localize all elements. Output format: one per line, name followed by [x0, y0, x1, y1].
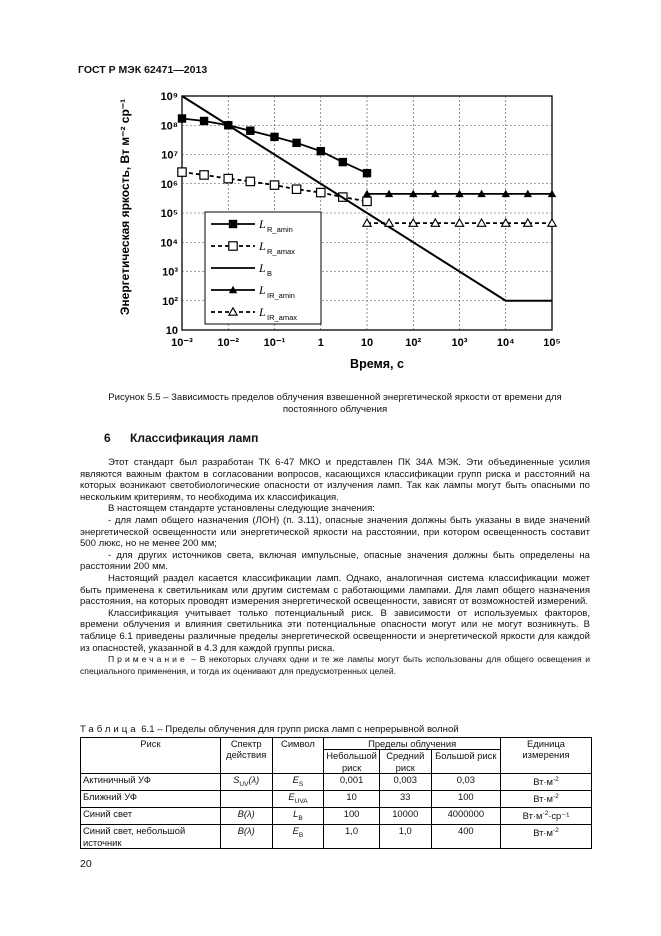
header-spectrum: Спектр действия	[220, 738, 272, 774]
table-header-row	[81, 738, 592, 750]
paragraph: Настоящий раздел касается классификации ламп. Однако, аналогичная система классификации может быть применена к светильникам или другим системам с работающими лампами. Для ламп общего назначения расстояния, на которых проводят измерения энергетической освещенности, зависят от возможностей измерений.	[80, 572, 590, 608]
cell-small: 0,001	[324, 773, 380, 790]
y-tick-label: 10²	[162, 295, 178, 308]
table-title-label: Таблица	[80, 724, 139, 735]
data-point	[317, 188, 325, 196]
table-title	[80, 724, 459, 735]
data-point	[363, 197, 371, 205]
x-axis-label: Время, с	[350, 357, 404, 371]
document-header: ГОСТ Р МЭК 62471—2013	[78, 64, 208, 76]
radiance-chart	[110, 86, 570, 382]
paragraph: Этот стандарт был разработан ТК 6-47 МКО и представлен ПК 34А МЭК. Эти объединенные усилия являются важным фактом в согласовании вопросов, касающихся классификации групп риска и расстояний на которых возникают светобиологические опасности от излучения ламп. Так как лампы могут быть опасными по нескольким критериям, то необходима их классификация.	[80, 457, 590, 503]
data-point	[339, 158, 347, 166]
series-L-IR_amax	[363, 219, 556, 226]
data-point	[224, 174, 232, 182]
table-title-text: 6.1 – Пределы облучения для групп риска ламп с непрерывной волной	[138, 724, 459, 735]
cell-spectrum: B(λ)	[220, 825, 272, 849]
x-tick-label: 10⁵	[543, 337, 561, 349]
data-point	[200, 171, 208, 179]
data-point	[455, 219, 463, 226]
y-tick-label: 10⁹	[160, 91, 178, 103]
section-title: Классификация ламп	[130, 431, 259, 445]
cell-unit: $Вт\cdot м^{-2}\cdot ср^{-1}$	[500, 808, 591, 825]
data-point	[178, 114, 186, 122]
header-large-risk: Большой риск	[431, 750, 500, 774]
note-text: – В некоторых случаях одни и те же лампы могут быть использованы для общего освещения и специального применения, и тогда их оценивают для предусмотренных целей.	[80, 654, 590, 676]
cell-spectrum: $S_{UV}(\lambda)$	[220, 773, 272, 790]
header-medium-risk: Средний риск	[379, 750, 431, 774]
table-row	[81, 825, 592, 849]
cell-unit: $Вт\cdot м^{-2}$	[500, 791, 591, 808]
data-point	[200, 117, 208, 125]
table-row	[81, 791, 592, 808]
legend-label: L	[259, 217, 266, 231]
x-tick-label: 10⁻³	[171, 337, 193, 349]
cell-symbol: $E_S$	[272, 773, 324, 790]
header-small-risk: Небольшой риск	[324, 750, 380, 774]
header-risk: Риск	[81, 738, 221, 774]
paragraph: Классификация учитывает только потенциальный риск. В зависимости от используемых факторов, времени облучения и влияния светильника эти потенциальные опасности могут или не могут возникнуть. В таблице 6.1 приведены различные пределы энергетической освещенности и энергетической яркости для каждой из опасностей, указанной в 4.3 для каждой группы риска.	[80, 607, 590, 654]
cell-symbol: $E_{UVA}$	[272, 791, 324, 808]
data-point	[246, 127, 254, 135]
section-heading	[104, 431, 258, 445]
legend-subscript: IR_amax	[267, 313, 298, 322]
data-point	[229, 220, 237, 228]
table-row	[81, 808, 592, 825]
x-tick-label: 10	[360, 337, 374, 349]
data-point	[385, 219, 393, 226]
cell-medium: 1,0	[379, 825, 431, 849]
legend-subscript: R_amin	[267, 225, 293, 234]
legend-subscript: IR_amin	[267, 291, 295, 300]
list-item: - для других источников света, включая импульсные, опасные значения должны быть определены на расстоянии 200 мм.	[80, 549, 590, 573]
cell-spectrum	[220, 791, 272, 808]
cell-small: 10	[324, 791, 380, 808]
header-limits: Пределы облучения	[324, 738, 501, 750]
series-L-IR_amin	[363, 190, 556, 197]
header-symbol: Символ	[272, 738, 324, 774]
x-tick-label: 10³	[451, 337, 468, 349]
y-tick-label: 10⁵	[160, 208, 178, 220]
cell-symbol: $L_B$	[272, 808, 324, 825]
data-point	[246, 177, 254, 185]
cell-large: 4000000	[431, 808, 500, 825]
note	[80, 654, 590, 677]
section-number: 6	[104, 431, 111, 445]
note-label: Примечание	[108, 654, 188, 665]
cell-medium: 10000	[379, 808, 431, 825]
y-tick-label: 10⁶	[160, 178, 178, 191]
cell-risk: Ближний УФ	[81, 791, 221, 808]
table-row	[81, 773, 592, 790]
cell-small: 1,0	[324, 825, 380, 849]
legend-label: L	[259, 239, 266, 253]
data-point	[363, 169, 371, 177]
section-body	[80, 457, 590, 677]
cell-medium: 0,003	[379, 773, 431, 790]
y-tick-label: 10	[165, 325, 178, 337]
data-point	[270, 181, 278, 189]
legend-label: L	[259, 305, 266, 319]
figure-caption: Рисунок 5.5 – Зависимость пределов облучения взвешенной энергетической яркости от времени для постоянного облучения	[108, 392, 562, 415]
x-tick-label: 10⁻¹	[263, 337, 286, 349]
data-point	[270, 133, 278, 141]
cell-large: 400	[431, 825, 500, 849]
cell-risk: Синий свет, небольшой источник	[81, 825, 221, 849]
y-axis-label: Энергетическая яркость, Вт м⁻² ср⁻¹	[118, 98, 132, 316]
legend	[205, 212, 321, 324]
cell-risk: Синий свет	[81, 808, 221, 825]
paragraph: В настоящем стандарте установлены следующие значения:	[108, 503, 375, 515]
data-point	[292, 139, 300, 147]
y-tick-label: 10⁴	[160, 237, 178, 250]
cell-small: 100	[324, 808, 380, 825]
x-tick-label: 10⁻²	[217, 337, 240, 349]
cell-symbol: $E_B$	[272, 825, 324, 849]
y-tick-label: 10⁸	[160, 120, 178, 133]
data-point	[317, 147, 325, 155]
data-point	[477, 219, 485, 226]
cell-medium: 33	[379, 791, 431, 808]
cell-unit: $Вт\cdot м^{-2}$	[500, 825, 591, 849]
cell-spectrum: B(λ)	[220, 808, 272, 825]
legend-subscript: B	[267, 269, 273, 278]
x-tick-label: 1	[317, 337, 324, 349]
header-unit: Единица измерения	[500, 738, 591, 774]
data-point	[229, 242, 237, 250]
risk-limits-table	[80, 737, 592, 849]
list-item: - для ламп общего назначения (ЛОН) (п. 3.11), опасные значения должны быть указаны в виде значений энергетической освещенности или энергетической яркости на расстоянии, при котором освещенность составит 500 люкс, но не менее 200 мм;	[80, 514, 590, 550]
legend-subscript: R_amax	[267, 247, 295, 256]
x-tick-label: 10²	[405, 337, 422, 349]
y-tick-label: 10³	[162, 266, 178, 279]
cell-unit: $Вт\cdot м^{-2}$	[500, 773, 591, 790]
data-point	[292, 185, 300, 193]
cell-risk: Актиничный УФ	[81, 773, 221, 790]
data-point	[178, 168, 186, 176]
page-number: 20	[80, 858, 92, 870]
cell-large: 100	[431, 791, 500, 808]
legend-label: L	[259, 283, 266, 297]
legend-label: L	[259, 261, 266, 275]
cell-large: 0,03	[431, 773, 500, 790]
x-tick-label: 10⁴	[496, 337, 515, 349]
y-tick-label: 10⁷	[161, 149, 178, 162]
